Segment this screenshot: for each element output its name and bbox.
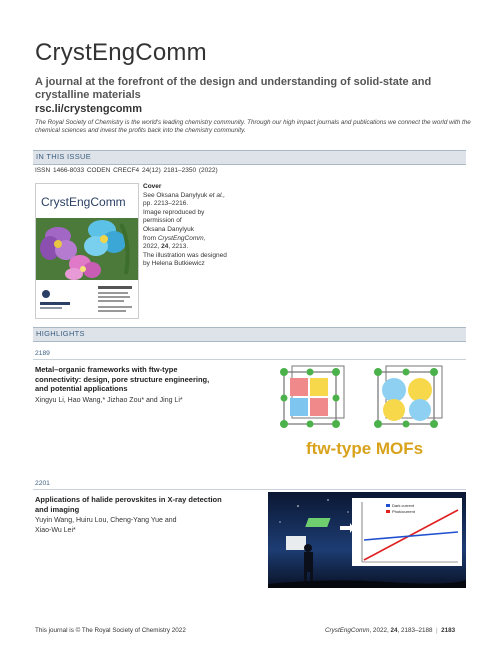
in-this-issue-label: IN THIS ISSUE bbox=[36, 152, 92, 161]
highlights-bar bbox=[33, 327, 466, 342]
highlight-authors: Xingyu Li, Hao Wang,* Jizhao Zou* and Jing Li* bbox=[35, 397, 183, 404]
highlight-title[interactable]: Applications of halide perovskites in X-ray detection and imaging bbox=[35, 495, 222, 514]
cover-journal: CrystEngComm, bbox=[157, 234, 206, 242]
highlight-authors: Yuyin Wang, Huiru Lou, Cheng-Yang Yue and Xiao-Wu Lei* bbox=[35, 517, 177, 534]
legend-photocurrent: Photocurrent bbox=[392, 509, 415, 514]
cover-etal: et al., bbox=[209, 191, 226, 199]
perovskite-device bbox=[305, 518, 330, 527]
cover-line3: Image reproduced by bbox=[143, 208, 205, 216]
highlight-title[interactable]: Metal–organic frameworks with ftw-type connectivity: design, pore structure engineering, and potential applications bbox=[35, 365, 210, 394]
journal-url[interactable]: rsc.li/crystengcomm bbox=[35, 103, 142, 115]
cover-journal-title: CrystEngComm bbox=[41, 195, 126, 209]
cover-line4: permission of bbox=[143, 217, 182, 225]
cover-year: 2022, bbox=[143, 243, 160, 251]
cover-illustration bbox=[36, 184, 138, 318]
issn-line: ISSN 1466-8033 CODEN CRECF4 24(12) 2181–2350 (2022) bbox=[35, 167, 218, 174]
cover-line8: The illustration was designed bbox=[143, 251, 227, 259]
cover-see: See Oksana Danylyuk bbox=[143, 191, 208, 199]
cover-from: from bbox=[143, 234, 156, 242]
cover-page-ref: , 2213. bbox=[168, 243, 189, 251]
highlight-page-number[interactable]: 2201 bbox=[35, 480, 50, 487]
footer-volume: 24 bbox=[390, 627, 398, 634]
cover-caption bbox=[143, 183, 253, 269]
legend-dark-current: Dark current bbox=[392, 503, 415, 508]
cover-pages: pp. 2213–2216. bbox=[143, 200, 189, 208]
cover-image bbox=[35, 183, 139, 319]
footer-page-number: 2183 bbox=[441, 627, 456, 634]
mof-illustration bbox=[268, 362, 466, 462]
journal-subtitle: A journal at the forefront of the design and understanding of solid-state and crystalline materials bbox=[35, 76, 432, 101]
mof-cage-left bbox=[280, 366, 344, 428]
mof-caption: ftw-type MOFs bbox=[306, 439, 424, 458]
footer-journal: CrystEngComm bbox=[325, 627, 370, 634]
cover-line5: Oksana Danylyuk bbox=[143, 225, 194, 233]
footer-year: , 2022, bbox=[369, 627, 389, 634]
mof-graphic bbox=[268, 362, 466, 462]
xray-illustration bbox=[268, 492, 466, 588]
cover-label: Cover bbox=[143, 183, 162, 190]
divider bbox=[33, 489, 466, 490]
highlights-label: HIGHLIGHTS bbox=[36, 329, 85, 338]
xray-graphic bbox=[268, 492, 466, 588]
footer-citation bbox=[325, 627, 455, 634]
in-this-issue-bar bbox=[33, 150, 466, 165]
rsc-description: The Royal Society of Chemistry is the world's leading chemistry community. Through our high impact journals and publications we connect the world with the chemical sciences and invest the profits back into the chemistry community. bbox=[35, 119, 471, 134]
divider bbox=[33, 359, 466, 360]
highlight-page-number[interactable]: 2189 bbox=[35, 350, 50, 357]
journal-title: CrystEngComm bbox=[35, 39, 207, 66]
footer-pages: , 2183–2188 bbox=[397, 627, 433, 634]
cover-volume: 24 bbox=[161, 243, 169, 251]
footer-separator: | bbox=[436, 627, 438, 634]
cover-line9: by Helena Butkiewicz bbox=[143, 260, 205, 268]
mof-cage-right bbox=[374, 366, 442, 428]
footer-copyright: This journal is © The Royal Society of Chemistry 2022 bbox=[35, 627, 186, 634]
